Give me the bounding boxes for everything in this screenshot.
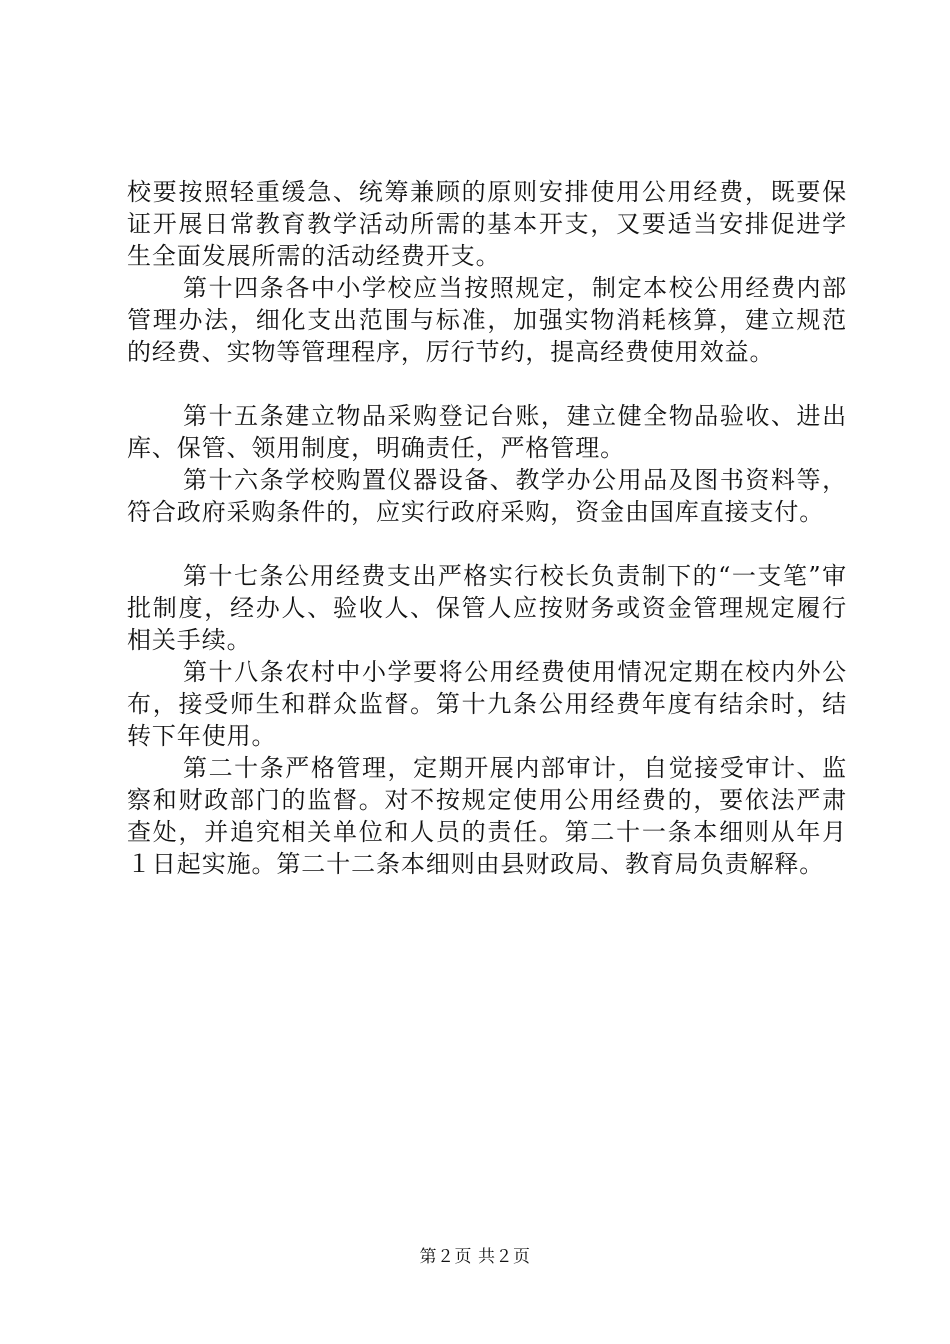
document-body	[127, 176, 847, 880]
paragraph-continuation: 校要按照轻重缓急、统筹兼顾的原则安排使用公用经费，既要保证开展日常教育教学活动所需的基本开支，又要适当安排促进学生全面发展所需的活动经费开支。	[127, 178, 847, 270]
paragraph-article-16: 第十六条学校购置仪器设备、教学办公用品及图书资料等，符合政府采购条件的，应实行政府采购，资金由国库直接支付。	[127, 466, 847, 526]
page-number-footer: 第２页 共２页	[419, 1247, 531, 1267]
paragraph-article-15: 第十五条建立物品采购登记台账，建立健全物品验收、进出库、保管、领用制度，明确责任，严格管理。	[127, 402, 847, 462]
paragraph-article-20-22: 第二十条严格管理，定期开展内部审计，自觉接受审计、监察和财政部门的监督。对不按规定使用公用经费的，要依法严肃查处，并追究相关单位和人员的责任。第二十一条本细则从年月１日起实施。第二十二条本细则由县财政局、教育局负责解释。	[127, 754, 847, 878]
paragraph-article-14: 第十四条各中小学校应当按照规定，制定本校公用经费内部管理办法，细化支出范围与标准，加强实物消耗核算，建立规范的经费、实物等管理程序，厉行节约，提高经费使用效益。	[127, 274, 847, 366]
paragraph-article-17: 第十七条公用经费支出严格实行校长负责制下的“一支笔”审批制度，经办人、验收人、保管人应按财务或资金管理规定履行相关手续。	[127, 562, 847, 654]
paragraph-article-18-19: 第十八条农村中小学要将公用经费使用情况定期在校内外公布，接受师生和群众监督。第十九条公用经费年度有结余时，结转下年使用。	[127, 658, 847, 750]
